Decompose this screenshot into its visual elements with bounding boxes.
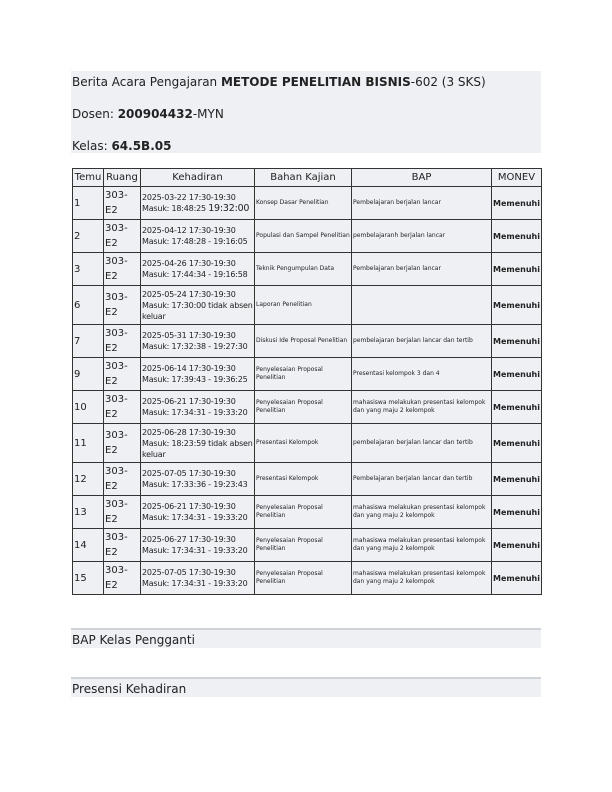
check-in-time: Masuk: 17:39:43 - 19:36:25 <box>142 375 248 384</box>
meeting-number: 14 <box>73 529 104 562</box>
table-row <box>73 529 542 562</box>
meeting-number: 10 <box>73 391 104 424</box>
table-row <box>73 424 542 463</box>
attendance-cell <box>141 358 255 391</box>
class-code: 64.5B.05 <box>111 139 172 153</box>
meeting-number: 11 <box>73 424 104 463</box>
table-row <box>73 325 542 358</box>
check-in-time: Masuk: 17:32:38 - 19:27:30 <box>142 342 248 351</box>
schedule-time: 2025-06-28 17:30-19:30 <box>142 427 236 437</box>
topic: Penyelesaian Proposal Penelitian <box>255 562 352 595</box>
monev-status: Memenuhi <box>492 496 542 529</box>
course-name: METODE PENELITIAN BISNIS <box>220 75 411 89</box>
lecturer-id: 200904432 <box>117 107 193 121</box>
bap-note: Presentasi kelompok 3 dan 4 <box>352 358 492 391</box>
check-out-time: 19:32:00 <box>208 203 250 214</box>
bap-note: Pembelajaran berjalan lancar <box>352 187 492 220</box>
bap-note: Pembelajaran berjalan lancar dan tertib <box>352 463 492 496</box>
table-row <box>73 496 542 529</box>
room: 303-E2 <box>104 325 141 358</box>
table-row <box>73 562 542 595</box>
room: 303-E2 <box>104 496 141 529</box>
schedule-time: 2025-05-31 17:30-19:30 <box>142 331 236 340</box>
monev-status: Memenuhi <box>492 424 542 463</box>
check-in-time: Masuk: 18:23:59 tidak absen keluar <box>142 438 253 459</box>
monev-status: Memenuhi <box>492 325 542 358</box>
table-row <box>73 286 542 325</box>
meeting-number: 7 <box>73 325 104 358</box>
monev-status: Memenuhi <box>492 463 542 496</box>
schedule-time: 2025-07-05 17:30-19:30 <box>142 568 236 577</box>
bap-note: Pembelajaran berjalan lancar <box>352 253 492 286</box>
monev-status: Memenuhi <box>492 562 542 595</box>
bap-note <box>352 286 492 325</box>
meeting-number: 1 <box>73 187 104 220</box>
attendance-cell <box>141 529 255 562</box>
col-header-room: Ruang <box>104 169 141 187</box>
attendance-cell <box>141 391 255 424</box>
meeting-number: 12 <box>73 463 104 496</box>
schedule-time: 2025-04-26 17:30-19:30 <box>142 259 236 268</box>
attendance-cell <box>141 286 255 325</box>
monev-status: Memenuhi <box>492 286 542 325</box>
room: 303-E2 <box>104 220 141 253</box>
attendance-section <box>71 677 541 697</box>
topic: Penyelesaian Proposal Penelitian <box>255 391 352 424</box>
class-line <box>72 138 171 154</box>
table-row <box>73 463 542 496</box>
monev-status: Memenuhi <box>492 358 542 391</box>
room: 303-E2 <box>104 424 141 463</box>
course-code: -602 (3 SKS) <box>410 75 486 89</box>
schedule-time: 2025-05-24 17:30-19:30 <box>142 289 236 299</box>
topic: Teknik Pengumpulan Data <box>255 253 352 286</box>
bap-note: pembelajaran berjalan lancar dan tertib <box>352 424 492 463</box>
topic: Presentasi Kelompok <box>255 463 352 496</box>
schedule-time: 2025-04-12 17:30-19:30 <box>142 226 236 235</box>
monev-status: Memenuhi <box>492 253 542 286</box>
attendance-cell <box>141 463 255 496</box>
check-in-time: Masuk: 17:34:31 - 19:33:20 <box>142 579 248 588</box>
check-in-time: Masuk: 17:34:31 - 19:33:20 <box>142 408 248 417</box>
room: 303-E2 <box>104 529 141 562</box>
room: 303-E2 <box>104 463 141 496</box>
meeting-number: 15 <box>73 562 104 595</box>
topic: Penyelesaian Proposal Penelitian <box>255 496 352 529</box>
meeting-number: 2 <box>73 220 104 253</box>
table-row <box>73 391 542 424</box>
lecturer-suffix: -MYN <box>192 107 224 121</box>
check-in-time: Masuk: 17:33:36 - 19:23:43 <box>142 480 248 489</box>
schedule-time: 2025-03-22 17:30-19:30 <box>142 193 236 202</box>
bap-table <box>72 168 542 595</box>
table-row <box>73 358 542 391</box>
room: 303-E2 <box>104 562 141 595</box>
check-in-time: Masuk: 18:48:25 19:32:00 <box>142 203 250 214</box>
title-prefix: Berita Acara Pengajaran <box>72 75 221 89</box>
col-header-attendance: Kehadiran <box>141 169 255 187</box>
meeting-number: 9 <box>73 358 104 391</box>
attendance-cell <box>141 562 255 595</box>
col-header-monev: MONEV <box>492 169 542 187</box>
monev-status: Memenuhi <box>492 187 542 220</box>
topic: Presentasi Kelompok <box>255 424 352 463</box>
attendance-cell <box>141 187 255 220</box>
attendance-title: Presensi Kehadiran <box>72 682 187 696</box>
attendance-cell <box>141 496 255 529</box>
bap-note: mahasiswa melakukan presentasi kelompok dan yang maju 2 kelompok <box>352 562 492 595</box>
schedule-time: 2025-06-27 17:30-19:30 <box>142 535 236 544</box>
room: 303-E2 <box>104 391 141 424</box>
topic: Penyelesaian Proposal Penelitian <box>255 529 352 562</box>
col-header-topic: Bahan Kajian <box>255 169 352 187</box>
schedule-time: 2025-06-14 17:30-19:30 <box>142 364 236 373</box>
bap-note: pembelajaran berjalan lancar dan tertib <box>352 325 492 358</box>
replacement-class-title: BAP Kelas Pengganti <box>72 633 195 647</box>
schedule-time: 2025-06-21 17:30-19:30 <box>142 502 236 511</box>
monev-status: Memenuhi <box>492 529 542 562</box>
table-header-row <box>73 169 542 187</box>
topic: Laporan Penelitian <box>255 286 352 325</box>
class-label: Kelas: <box>72 139 112 153</box>
replacement-class-section <box>71 628 541 648</box>
bap-note: mahasiswa melakukan presentasi kelompok dan yang maju 2 kelompok <box>352 496 492 529</box>
check-in-time: Masuk: 17:30:00 tidak absen keluar <box>142 300 253 321</box>
check-in-time: Masuk: 17:34:31 - 19:33:20 <box>142 546 248 555</box>
report-header <box>71 71 541 153</box>
col-header-bap: BAP <box>352 169 492 187</box>
room: 303-E2 <box>104 253 141 286</box>
attendance-cell <box>141 220 255 253</box>
monev-status: Memenuhi <box>492 220 542 253</box>
check-in-time: Masuk: 17:44:34 - 19:16:58 <box>142 270 248 279</box>
room: 303-E2 <box>104 187 141 220</box>
topic: Diskusi Ide Proposal Penelitian <box>255 325 352 358</box>
lecturer-line <box>72 106 224 122</box>
report-title <box>72 74 486 90</box>
check-in-time: Masuk: 17:34:31 - 19:33:20 <box>142 513 248 522</box>
check-in-time: Masuk: 17:48:28 - 19:16:05 <box>142 237 248 246</box>
room: 303-E2 <box>104 286 141 325</box>
table-row <box>73 187 542 220</box>
table-row <box>73 253 542 286</box>
bap-note: mahasiswa melakukan presentasi kelompok dan yang maju 2 kelompok <box>352 391 492 424</box>
attendance-cell <box>141 253 255 286</box>
col-header-meeting: Temu <box>73 169 104 187</box>
topic: Populasi dan Sampel Penelitian <box>255 220 352 253</box>
topic: Penyelesaian Proposal Penelitian <box>255 358 352 391</box>
lecturer-label: Dosen: <box>72 107 118 121</box>
attendance-cell <box>141 424 255 463</box>
room: 303-E2 <box>104 358 141 391</box>
meeting-number: 6 <box>73 286 104 325</box>
schedule-time: 2025-06-21 17:30-19:30 <box>142 397 236 406</box>
meeting-number: 13 <box>73 496 104 529</box>
attendance-cell <box>141 325 255 358</box>
table-row <box>73 220 542 253</box>
meeting-number: 3 <box>73 253 104 286</box>
schedule-time: 2025-07-05 17:30-19:30 <box>142 469 236 478</box>
monev-status: Memenuhi <box>492 391 542 424</box>
bap-note: mahasiswa melakukan presentasi kelompok dan yang maju 2 kelompok <box>352 529 492 562</box>
bap-note: pembelajaranh berjalan lancar <box>352 220 492 253</box>
topic: Konsep Dasar Penelitian <box>255 187 352 220</box>
